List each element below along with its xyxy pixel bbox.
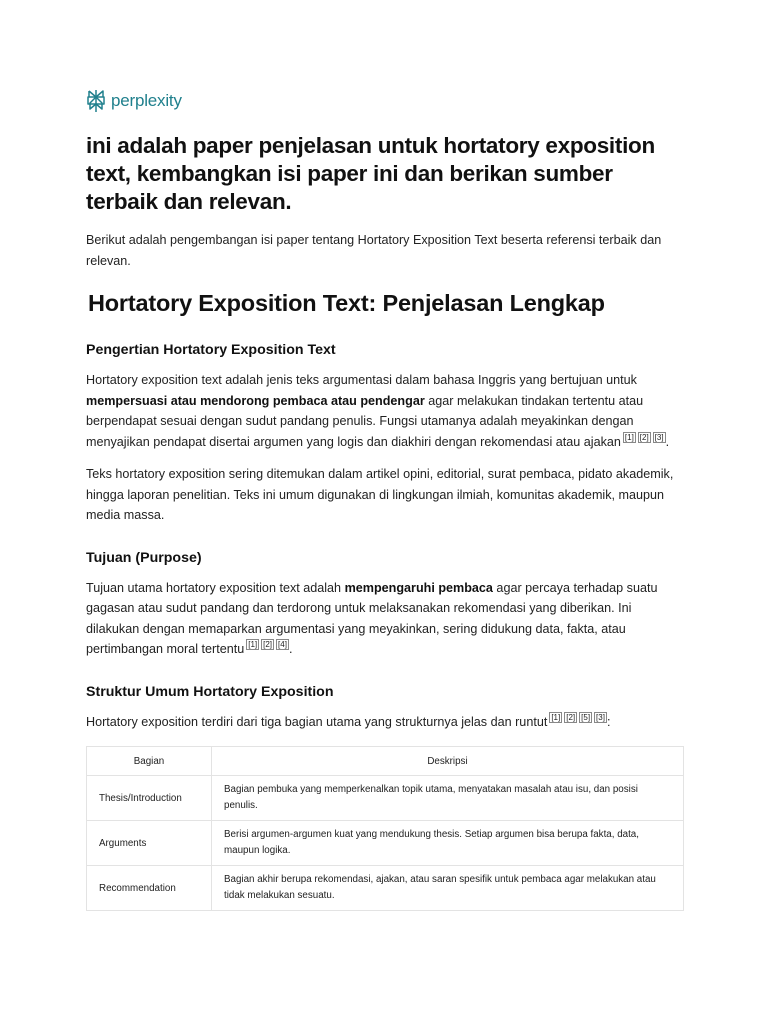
- struktur-paragraph-1: [86, 712, 684, 733]
- tujuan-paragraph-1: [86, 578, 684, 660]
- intro-paragraph: Berikut adalah pengembangan isi paper tentang Hortatory Exposition Text beserta referensi terbaik dan relevan.: [86, 233, 662, 268]
- pengertian-paragraph-2: Teks hortatory exposition sering ditemukan dalam artikel opini, editorial, surat pembaca, pidato akademik, hingga laporan penelitian. Teks ini umum digunakan di lingkungan ilmiah, komunitas akademik, maupun media massa.: [86, 467, 674, 522]
- table-row: [87, 866, 684, 911]
- table-header-row: [87, 747, 684, 776]
- table-cell-bagian: Recommendation: [87, 866, 212, 911]
- table-cell-bagian: Arguments: [87, 821, 212, 866]
- citation-link[interactable]: [5]: [581, 712, 591, 722]
- citation-link[interactable]: [3]: [654, 432, 664, 442]
- document-title: Hortatory Exposition Text: Penjelasan Lengkap: [88, 290, 605, 316]
- citation-link[interactable]: [1]: [551, 712, 561, 722]
- table-header-bagian: Bagian: [87, 747, 212, 776]
- table-row: [87, 821, 684, 866]
- perplexity-logo-icon: [86, 89, 106, 113]
- brand-name: perplexity: [111, 91, 182, 110]
- citation-link[interactable]: [2]: [263, 640, 273, 649]
- citation-link[interactable]: [2]: [566, 712, 576, 722]
- table-cell-deskripsi: Berisi argumen-argumen kuat yang mendukung thesis. Setiap argumen bisa berupa fakta, data, maupun logika.: [212, 821, 684, 866]
- table-cell-deskripsi: Bagian akhir berupa rekomendasi, ajakan, atau saran spesifik untuk pembaca agar melakukan atau tidak melakukan sesuatu.: [212, 866, 684, 911]
- text-span: Hortatory exposition text adalah jenis teks argumentasi dalam bahasa Inggris yang bertujuan untuk: [86, 373, 637, 387]
- query-title: ini adalah paper penjelasan untuk hortatory exposition text, kembangkan isi paper ini dan berikan sumber terbaik dan relevan.: [86, 133, 655, 214]
- section-heading-tujuan: Tujuan (Purpose): [86, 549, 202, 566]
- citation-link[interactable]: [3]: [596, 712, 605, 722]
- bold-text: mempengaruhi pembaca: [344, 580, 493, 595]
- punctuation: .: [288, 642, 293, 656]
- table-cell-deskripsi: Bagian pembuka yang memperkenalkan topik utama, menyatakan masalah atau isu, dan posisi penulis.: [212, 776, 684, 821]
- text-span: agar percaya terhadap suatu gagasan atau sudut pandang dan terdorong untuk melaksanakan rekomendasi yang diberikan. Ini dilakukan dengan memaparkan argumentasi yang meyakinkan, sering didukung data, fakta, atau pertimbangan moral tertentu: [86, 580, 658, 656]
- structure-table: [86, 746, 684, 911]
- document-page: [86, 88, 684, 911]
- section-heading-pengertian: Pengertian Hortatory Exposition Text: [86, 342, 336, 358]
- text-span: agar melakukan tindakan tertentu atau berpendapat sesuai dengan sudut pandang penulis. Fungsi utamanya adalah meyakinkan dengan menyajikan pendapat disertai argumen yang logis dan diakhiri dengan rekomendasi atau ajakan: [86, 393, 644, 449]
- bold-text: mempersuasi atau mendorong pembaca atau pendengar: [86, 393, 425, 408]
- table-row: [87, 776, 684, 821]
- brand-logo: [86, 88, 684, 114]
- pengertian-paragraph-1: [86, 370, 684, 452]
- punctuation: :: [606, 714, 611, 729]
- table-header-deskripsi: Deskripsi: [212, 747, 684, 776]
- citation-link[interactable]: [4]: [278, 640, 287, 649]
- punctuation: .: [665, 434, 670, 449]
- section-heading-struktur: Struktur Umum Hortatory Exposition: [86, 683, 334, 700]
- citation-link[interactable]: [1]: [624, 432, 634, 442]
- table-cell-bagian: Thesis/Introduction: [87, 776, 212, 821]
- citation-link[interactable]: [1]: [248, 640, 258, 649]
- text-span: Tujuan utama hortatory exposition text adalah: [86, 580, 345, 595]
- citation-link[interactable]: [2]: [639, 432, 649, 442]
- text-span: Hortatory exposition terdiri dari tiga bagian utama yang strukturnya jelas dan runtut: [86, 714, 548, 729]
